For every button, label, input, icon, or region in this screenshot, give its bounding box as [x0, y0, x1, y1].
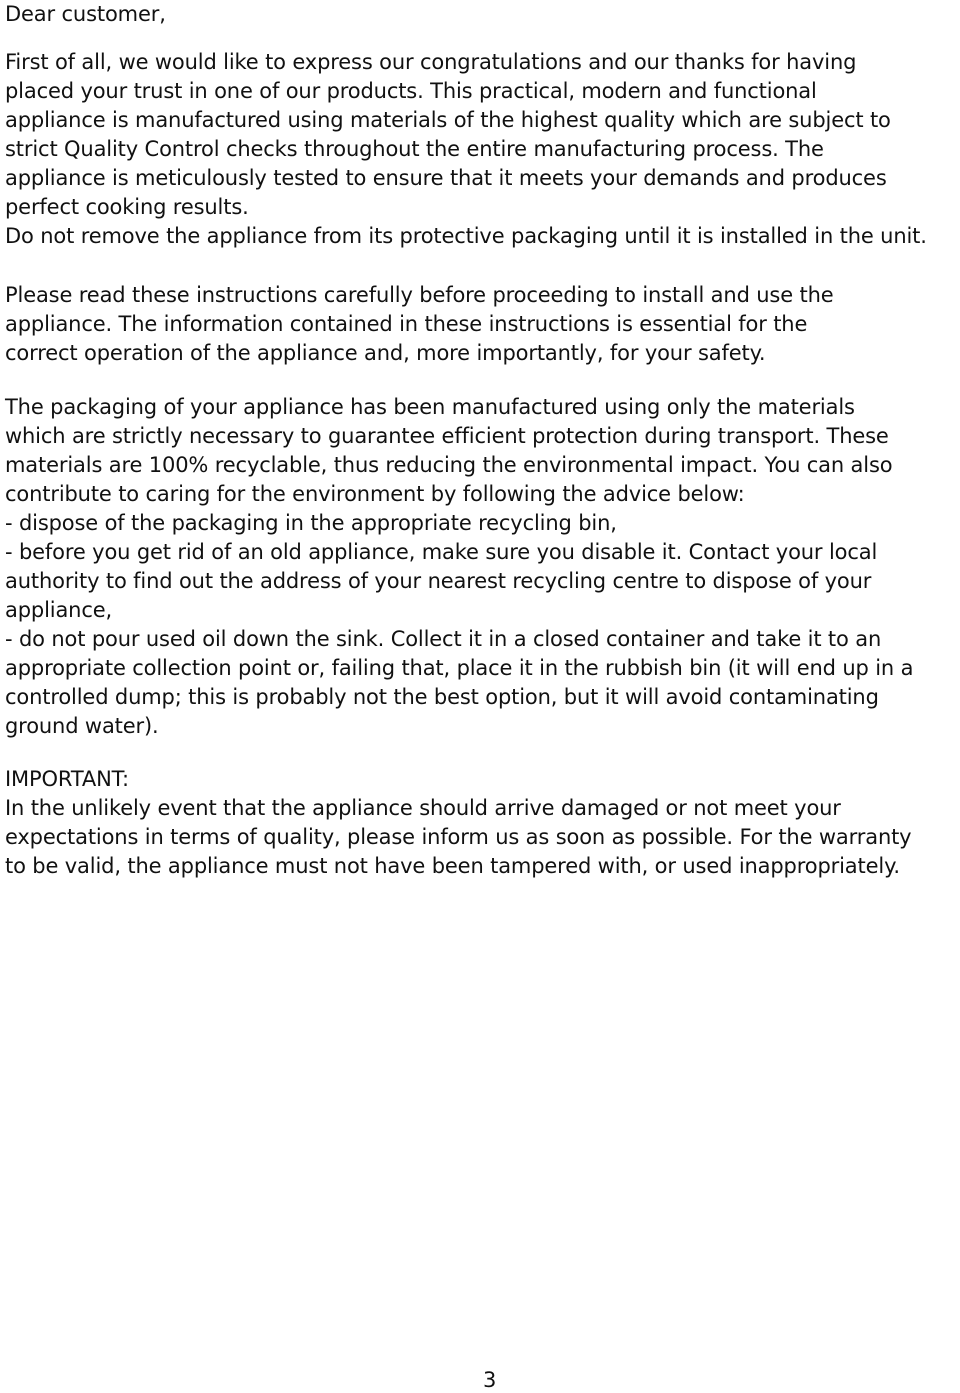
important-heading: IMPORTANT:	[5, 767, 129, 791]
text-line: authority to find out the address of your nearest recycling centre to dispose of your	[5, 569, 872, 593]
text-line: materials are 100% recyclable, thus reducing the environmental impact. You can also	[5, 453, 893, 477]
text-line: First of all, we would like to express our congratulations and our thanks for having	[5, 50, 857, 74]
text-line: In the unlikely event that the appliance should arrive damaged or not meet your	[5, 796, 841, 820]
text-line: appliance is meticulously tested to ensure that it meets your demands and produces	[5, 166, 887, 190]
text-line: - before you get rid of an old appliance, make sure you disable it. Contact your local	[5, 540, 878, 564]
text-line: controlled dump; this is probably not the best option, but it will avoid contaminating	[5, 685, 879, 709]
text-line: ground water).	[5, 714, 159, 738]
text-line: appliance is manufactured using materials of the highest quality which are subject to	[5, 108, 891, 132]
page-number: 3	[483, 1368, 497, 1392]
text-line: perfect cooking results.	[5, 195, 249, 219]
text-line: Do not remove the appliance from its protective packaging until it is installed in the unit.	[5, 224, 927, 248]
important-paragraph	[5, 765, 911, 881]
text-line: to be valid, the appliance must not have been tampered with, or used inappropriately.	[5, 854, 900, 878]
text-line: which are strictly necessary to guarantee efficient protection during transport. These	[5, 424, 889, 448]
greeting-line: Dear customer,	[5, 2, 166, 26]
text-line: - do not pour used oil down the sink. Collect it in a closed container and take it to an	[5, 627, 882, 651]
greeting	[5, 0, 166, 29]
text-line: appliance,	[5, 598, 113, 622]
text-line: The packaging of your appliance has been manufactured using only the materials	[5, 395, 855, 419]
text-line: placed your trust in one of our products. This practical, modern and functional	[5, 79, 817, 103]
text-line: expectations in terms of quality, please inform us as soon as possible. For the warranty	[5, 825, 912, 849]
intro-paragraph	[5, 48, 927, 251]
text-line: Please read these instructions carefully before proceeding to install and use the	[5, 283, 834, 307]
packaging-paragraph	[5, 393, 913, 741]
text-line: - dispose of the packaging in the appropriate recycling bin,	[5, 511, 617, 535]
text-line: contribute to caring for the environment by following the advice below:	[5, 482, 745, 506]
text-line: appropriate collection point or, failing that, place it in the rubbish bin (it will end up in a	[5, 656, 914, 680]
instructions-paragraph	[5, 281, 834, 368]
text-line: appliance. The information contained in these instructions is essential for the	[5, 312, 808, 336]
text-line: correct operation of the appliance and, more importantly, for your safety.	[5, 341, 766, 365]
text-line: strict Quality Control checks throughout the entire manufacturing process. The	[5, 137, 824, 161]
